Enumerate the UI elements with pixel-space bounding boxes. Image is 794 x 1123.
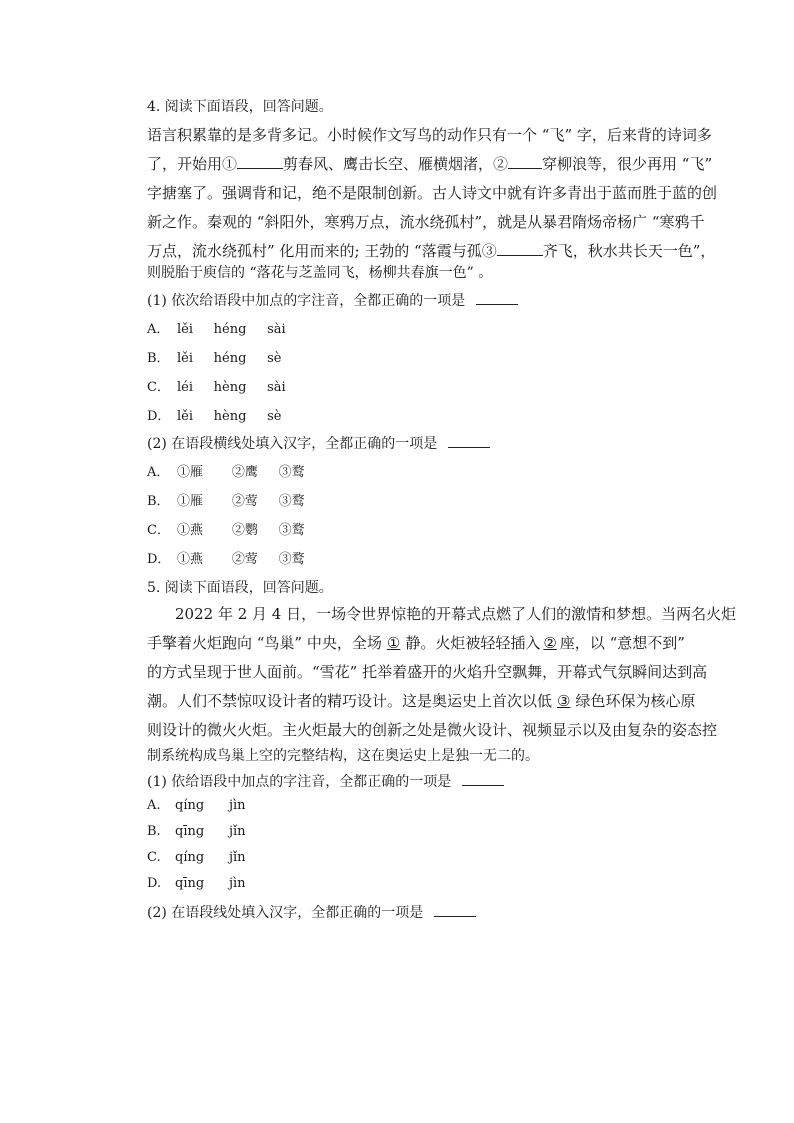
- answer-blank: [434, 902, 476, 917]
- blank-2: [508, 154, 542, 169]
- option-a: A. qíng jìn: [147, 798, 246, 813]
- passage-line: 则脱胎于庾信的 “落花与芝盖同飞，杨柳共春旗一色” 。: [147, 265, 493, 281]
- question-5-sub1: (1) 依给语段中加点的字注音，全都正确的一项是: [147, 771, 504, 791]
- passage-line: 了，开始用① 剪春风、鹰击长空、雁横烟渚，② 穿柳浪等，很少再用 “飞”: [147, 155, 713, 173]
- question-4-sub2: (2) 在语段横线处填入汉字，全都正确的一项是: [147, 433, 490, 453]
- passage-line: 字搪塞了。强调背和记，绝不是限制创新。古人诗文中就有许多青出于蓝而胜于蓝的创: [147, 184, 718, 202]
- passage-line: 语言积累靠的是多背多记。小时候作文写鸟的动作只有一个 “飞” 字，后来背的诗词多: [147, 126, 712, 144]
- passage-line: 潮。人们不禁惊叹设计者的精巧设计。这是奥运史上首次以低 ③ 绿色环保为核心原: [147, 692, 696, 710]
- passage-line: 的方式呈现于世人面前。“雪花” 托举着盛开的火焰升空飘舞，开幕式气氛瞬间达到高: [147, 663, 708, 681]
- option-d: D． ①燕 ②莺 ③鹜: [147, 552, 305, 567]
- question-5-sub2: (2) 在语段线处填入汉字，全都正确的一项是: [147, 902, 476, 922]
- blank-1: [237, 154, 283, 169]
- blank-3: [497, 241, 543, 256]
- passage-line: 则设计的微火火炬。主火炬最大的创新之处是微火设计、视频显示以及由复杂的姿态控: [147, 721, 718, 739]
- option-b: B． lěi héng sè: [147, 351, 282, 366]
- option-c: C. qíng jǐn: [147, 850, 246, 865]
- passage-line: 万点，流水绕孤村” 化用而来的; 王勃的 “落霞与孤③ 齐飞，秋水共长天一色”，: [147, 242, 716, 260]
- option-d: D． lěi hèng sè: [147, 409, 282, 424]
- passage-line: 2022 年 2 月 4 日，一场令世界惊艳的开幕式点燃了人们的激情和梦想。当两名火炬: [175, 605, 737, 623]
- blank-2: ②: [543, 634, 557, 652]
- option-d: D. qīng jìn: [147, 876, 246, 891]
- option-a: A． ①雁 ②鹰 ③鹜: [147, 465, 305, 480]
- question-4-title: 4. 阅读下面语段，回答问题。: [147, 99, 333, 115]
- option-c: C． ①燕 ②鹦 ③鹜: [147, 523, 305, 538]
- blank-3: ③: [557, 692, 571, 710]
- answer-blank: [476, 290, 518, 305]
- question-4-sub1: (1) 依次给语段中加点的字注音，全都正确的一项是: [147, 290, 518, 310]
- passage-line: 手擎着火炬跑向 “鸟巢” 中央，全场 ① 静。火炬被轻轻插入 ② 座，以 “意想不到”: [147, 634, 685, 652]
- option-c: C． léi hèng sài: [147, 380, 286, 395]
- passage-line: 新之作。秦观的 “斜阳外，寒鸦万点，流水绕孤村”，就是从暴君隋炀帝杨广 “寒鸦千: [147, 213, 705, 231]
- blank-1: ①: [386, 634, 401, 652]
- answer-blank: [448, 433, 490, 448]
- option-b: B. qīng jǐn: [147, 824, 246, 839]
- option-a: A． lěi héng sài: [147, 322, 286, 337]
- passage-line: 制系统构成鸟巢上空的完整结构，这在奥运史上是独一无二的。: [147, 748, 539, 764]
- answer-blank: [462, 771, 504, 786]
- option-b: B． ①雁 ②莺 ③鹜: [147, 494, 305, 509]
- question-5-title: 5. 阅读下面语段，回答问题。: [147, 580, 333, 596]
